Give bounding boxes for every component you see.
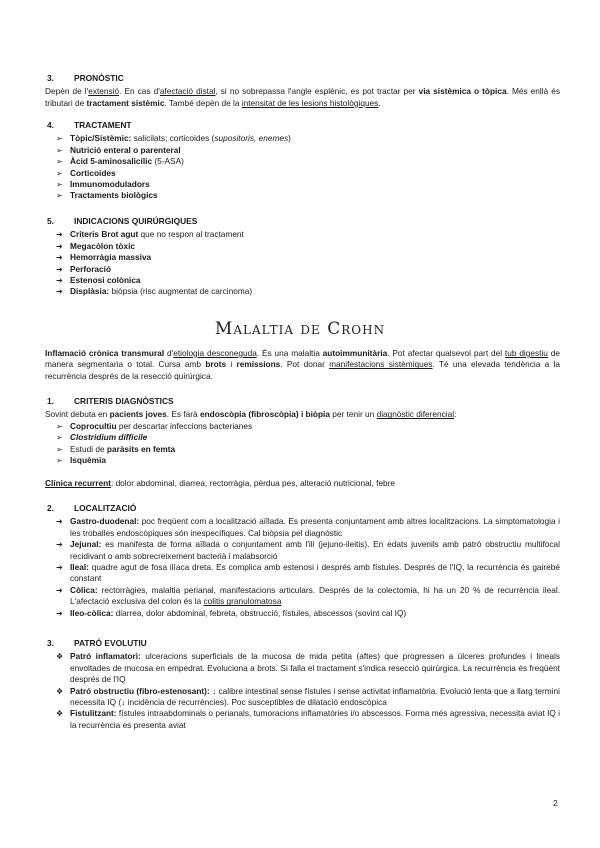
arrow-bullet-icon: ➢ <box>56 157 63 167</box>
arrow-bullet-icon: ➢ <box>56 145 63 155</box>
section-number: 3. <box>47 638 54 648</box>
bold-arrow-bullet-icon: ➔ <box>56 517 63 527</box>
section-title: INDICACIONS QUIRÚRGIQUES <box>74 216 198 226</box>
localitzacio-list <box>45 516 560 619</box>
section-title: TRACTAMENT <box>74 120 132 130</box>
indicacions-list <box>45 229 560 297</box>
bold-arrow-bullet-icon: ➔ <box>56 608 63 618</box>
list-item: ➢ Tractaments biològics <box>45 190 560 201</box>
pronostic-paragraph: Depèn de l'extensió. En cas d'afectació distal, si no sobrepassa l'angle esplènic, es pot tractar per via sistèmica o tòpica. Més enllà és tributari de tractament sistèmic. També depèn de la intensitat de les lesions histològiques. <box>45 86 561 108</box>
list-item: ➔ Perforació <box>45 264 560 275</box>
list-item: ➢ Nutrició enteral o parenteral <box>45 145 560 156</box>
list-item: ❖ Fistulitzant: fístules intraabdominals o perianals, tumoracions inflamatòries i/o abscessos. Forma més agressiva, necessita aviat IQ i la recurrència es presenta aviat <box>45 708 560 731</box>
section-title: CRITERIS DIAGNÒSTICS <box>74 396 174 406</box>
section-title: LOCALITZACIÓ <box>74 503 137 513</box>
bold-arrow-bullet-icon: ➔ <box>56 563 63 573</box>
arrow-bullet-icon: ➢ <box>56 191 63 201</box>
section-patro-evolutiu <box>45 638 560 731</box>
bold-arrow-bullet-icon: ➔ <box>56 264 63 274</box>
bold-arrow-bullet-icon: ➔ <box>56 230 63 240</box>
list-item: ➢ Estudi de paràsits en femta <box>45 444 560 455</box>
section-title: PRONÒSTIC <box>74 73 124 83</box>
criteris-paragraph: Sovint debuta en pacients joves. Es farà endoscòpia (fibroscòpia) i biòpia per tenir un diagnòstic diferencial: <box>45 409 457 420</box>
list-item: ➢ Corticoides <box>45 168 560 179</box>
list-item: ➔ Criteris Brot agut que no respon al tractament <box>45 229 560 240</box>
list-item: ➢ Isquèmia <box>45 455 560 466</box>
list-item: ❖ Patró obstructiu (fibro-estenosant): ↓ calibre intestinal sense fístules i sense activitat inflamatòria. Evolució lenta que a llarg termini necessita IQ (↓ incidència de recurrències). Poc susceptibles de dilatació endoscòpica <box>45 686 560 709</box>
section-tractament <box>45 120 560 202</box>
list-item: ➔ Displàsia: biòpsia (risc augmentat de carcinoma) <box>45 286 560 297</box>
section-indicacions <box>45 216 560 298</box>
list-item: ➢ Coprocultiu per descartar infeccions bacterianes <box>45 421 560 432</box>
bold-arrow-bullet-icon: ➔ <box>56 253 63 263</box>
list-item: ➔ Megacòlon tòxic <box>45 241 560 252</box>
clinica-recurrent: Clínica recurrent: dolor abdominal, diarrea, rectorràgia, pèrdua pes, alteració nutricional, febre <box>45 478 396 489</box>
arrow-bullet-icon: ➢ <box>56 444 63 454</box>
list-item: ➔ Còlica: rectorràgies, malaltia perianal, manifestacions articulars. Després de la colectomia, hi ha un 20 % de recurrència ileal. L'afectació exclusiva del colon és la colitis granulomatosa <box>45 585 560 608</box>
page-number: 2 <box>553 798 558 808</box>
bold-arrow-bullet-icon: ➔ <box>56 287 63 297</box>
bold-arrow-bullet-icon: ➔ <box>56 585 63 595</box>
diamond-bullet-icon: ❖ <box>56 686 64 696</box>
list-item: ➢ Tòpic/Sistèmic: salicilats; corticoides (supositoris, enemes) <box>45 133 560 144</box>
list-item: ➔ Gastro-duodenal: poc freqüent com a localització aïllada. Es presenta conjuntament amb altres localitzacions. La simptomatologia i les troballes endoscòpiques són inespecífiques. Cal biòpsia pel diagnòstic <box>45 516 560 539</box>
section-title: PATRÓ EVOLUTIU <box>74 638 147 648</box>
section-criteris <box>45 396 560 490</box>
arrow-bullet-icon: ➢ <box>56 134 63 144</box>
list-item: ➔ Ileo-còlica: diarrea, dolor abdominal, febreta, obstrucció, fístules, abscessos (sovint cal IQ) <box>45 608 560 619</box>
arrow-bullet-icon: ➢ <box>56 168 63 178</box>
arrow-bullet-icon: ➢ <box>56 421 63 431</box>
diamond-bullet-icon: ❖ <box>56 652 64 662</box>
crohn-intro <box>45 348 560 382</box>
list-item: ➔ Estenosi colònica <box>45 275 560 286</box>
section-number: 1. <box>47 396 54 406</box>
list-item: ➔ Ileal: quadre agut de fosa ilíaca dreta. Es complica amb estenosi i després amb fístules. Després de l'IQ, la recurrència és gairebé constant <box>45 562 560 585</box>
intro-paragraph: Inflamació crònica transmural d'etiologia desconeguda. És una malaltia autoimmunitària. Pot afectar qualsevol part del tub digestiu de manera segmentaria o total. Cursa amb brots i remissions. Pot donar manifestacions sistèmiques. Té una elevada tendència a la recurrència després de la resecció quirúrgica. <box>45 348 561 381</box>
arrow-bullet-icon: ➢ <box>56 456 63 466</box>
page-title: Malaltia de Crohn <box>214 319 386 339</box>
section-number: 2. <box>47 503 54 513</box>
section-number: 4. <box>47 120 54 130</box>
section-localitzacio <box>45 503 560 619</box>
tractament-list <box>45 133 560 201</box>
list-item: ➢ Àcid 5-aminosalicílic (5-ASA) <box>45 156 560 167</box>
section-number: 5. <box>47 216 54 226</box>
list-item: ❖ Patró inflamatori: ulceracions superficials de la mucosa de mida petita (aftes) que progressen a úlceres profundes i lineals envoltades de mucosa en empedrat. Evoluciona a brots. Si falla el tractament s'indica resecció quirúrgica. La recurrència és freqüent després de l'IQ <box>45 651 560 685</box>
arrow-bullet-icon: ➢ <box>56 433 63 443</box>
section-number: 3. <box>47 73 54 83</box>
arrow-bullet-icon: ➢ <box>56 180 63 190</box>
diamond-bullet-icon: ❖ <box>56 709 64 719</box>
bold-arrow-bullet-icon: ➔ <box>56 540 63 550</box>
list-item: ➔ Jejunal: es manifesta de forma aïllada o conjuntament amb l'ili (jejuno-ileitis). En edats juvenils amb patró obstructiu multifocal recidivant o amb sobrecreixement bacterià i malabsorció <box>45 539 560 562</box>
bold-arrow-bullet-icon: ➔ <box>56 276 63 286</box>
bold-arrow-bullet-icon: ➔ <box>56 241 63 251</box>
list-item: ➢ Immunomoduladors <box>45 179 560 190</box>
criteris-list <box>45 421 560 467</box>
section-pronostic <box>45 73 560 109</box>
patro-list <box>45 651 560 731</box>
list-item: ➢ Clostridium difficile <box>45 432 560 443</box>
list-item: ➔ Hemorràgia massiva <box>45 252 560 263</box>
